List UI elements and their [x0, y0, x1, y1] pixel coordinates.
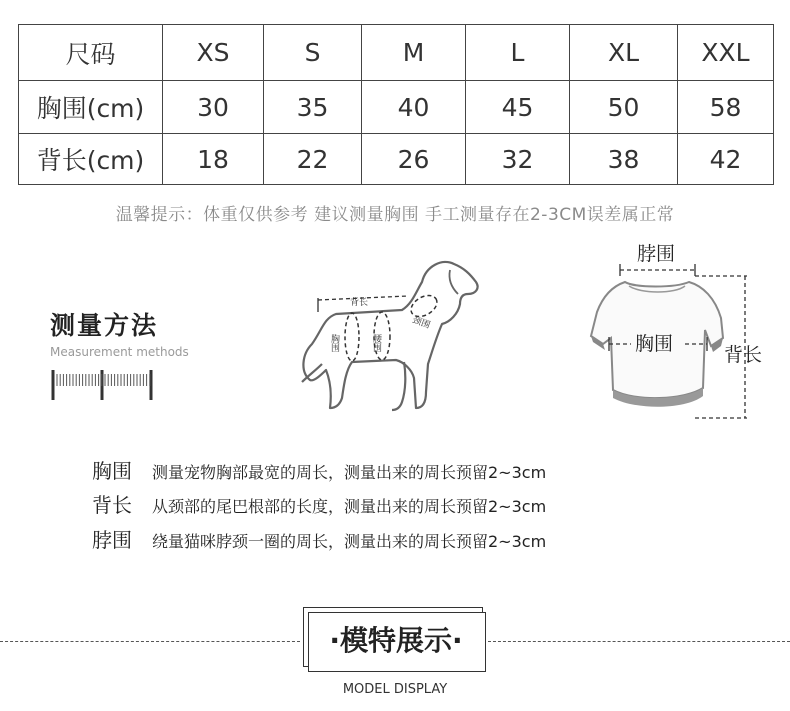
method-subtitle: Measurement methods	[50, 345, 189, 359]
description-item	[92, 524, 546, 553]
shirt-back-label: 背长	[724, 344, 763, 366]
size-table	[18, 24, 774, 185]
table-cell: M	[362, 25, 466, 81]
model-display-subtitle: MODEL DISPLAY	[342, 682, 448, 697]
dog-waist-label: 腰围	[371, 334, 381, 352]
shirt-chest-label: 胸围	[635, 333, 674, 355]
table-cell: 尺码	[19, 25, 163, 81]
table-cell: 35	[264, 81, 362, 134]
divider	[0, 641, 300, 642]
table-cell: 58	[678, 81, 774, 134]
model-display-title: ·模特展示·	[329, 624, 463, 657]
table-cell: XXL	[678, 25, 774, 81]
table-cell: L	[466, 25, 570, 81]
table-cell: 50	[570, 81, 678, 134]
description-term: 脖围	[92, 528, 132, 552]
tip-text: 温馨提示：体重仅供参考 建议测量胸围 手工测量存在2-3CM误差属正常	[115, 205, 675, 225]
table-cell: XL	[570, 25, 678, 81]
table-cell: 40	[362, 81, 466, 134]
table-cell: 42	[678, 134, 774, 185]
table-cell: 32	[466, 134, 570, 185]
table-row	[19, 81, 774, 134]
table-header-row	[19, 25, 774, 81]
divider	[488, 641, 790, 642]
table-cell: 30	[163, 81, 264, 134]
description-term: 背长	[92, 493, 132, 517]
shirt-illustration	[585, 238, 785, 428]
table-cell: 背长(cm)	[19, 134, 163, 185]
description-text: 从颈部的尾巴根部的长度，测量出来的周长预留2~3cm	[152, 497, 547, 516]
table-cell: 26	[362, 134, 466, 185]
model-display-title-box	[303, 607, 483, 670]
table-cell: 18	[163, 134, 264, 185]
table-cell: 22	[264, 134, 362, 185]
shirt-neck-label: 脖围	[637, 243, 676, 265]
description-term: 胸围	[92, 459, 132, 483]
dog-neck-label: 颈围	[410, 315, 432, 331]
description-item	[92, 455, 546, 484]
method-title: 测量方法	[50, 311, 159, 340]
ruler-icon	[50, 366, 160, 402]
dog-back-label: 背长	[350, 298, 369, 308]
dog-illustration	[292, 252, 492, 417]
table-cell: 45	[466, 81, 570, 134]
table-cell: 38	[570, 134, 678, 185]
description-item	[92, 489, 546, 518]
table-row	[19, 134, 774, 185]
table-cell: S	[264, 25, 362, 81]
table-cell: XS	[163, 25, 264, 81]
description-text: 测量宠物胸部最宽的周长，测量出来的周长预留2~3cm	[152, 463, 547, 482]
dog-chest-label: 胸围	[329, 334, 339, 352]
table-cell: 胸围(cm)	[19, 81, 163, 134]
description-text: 绕量猫咪脖颈一圈的周长，测量出来的周长预留2~3cm	[152, 532, 547, 551]
